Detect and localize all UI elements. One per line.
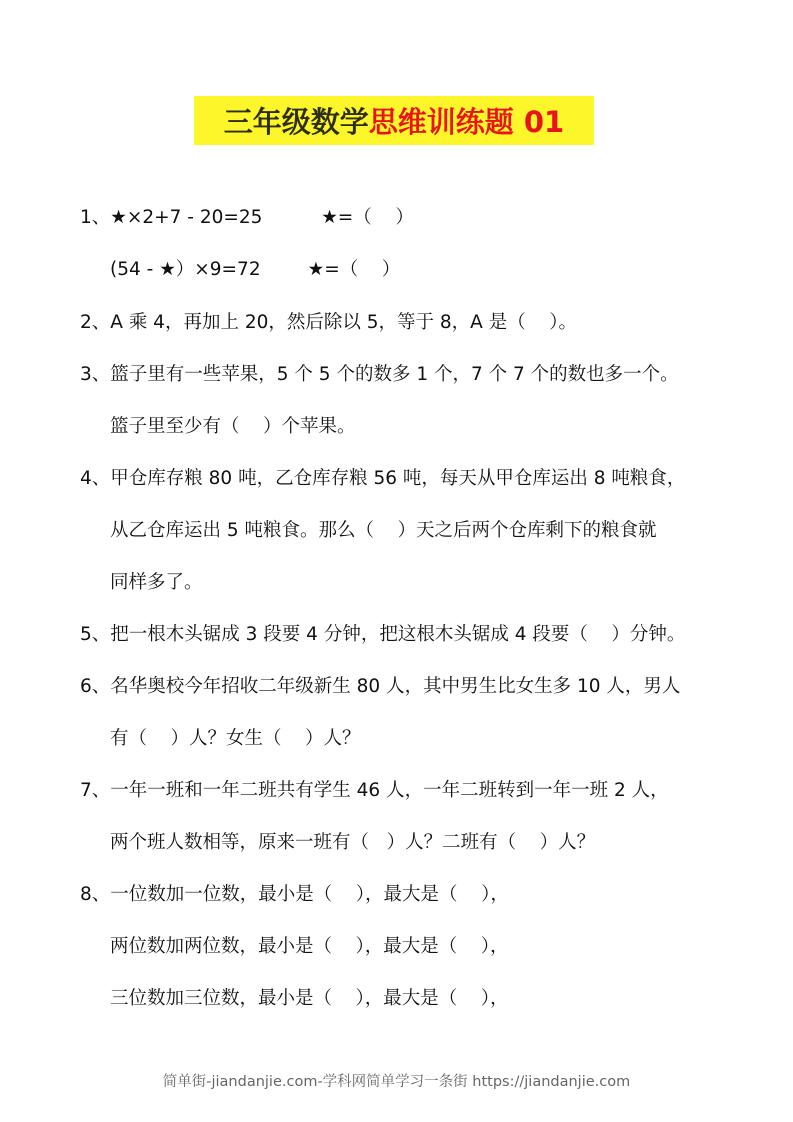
question-1-line-2: (54 - ★）×9=72 ★=（ ） — [110, 259, 401, 280]
question-6-line-1: 6、名华奥校今年招收二年级新生 80 人，其中男生比女生多 10 人，男人 — [80, 676, 681, 697]
question-7-line-1: 7、一年一班和一年二班共有学生 46 人，一年二班转到一年一班 2 人， — [80, 780, 669, 801]
question-8-line-2: 两位数加两位数，最小是（ ），最大是（ ）， — [110, 936, 509, 957]
question-1-line-1: 1、★×2+7 - 20=25 ★=（ ） — [80, 207, 414, 228]
question-7-line-2: 两个班人数相等，原来一班有（ ）人？二班有（ ）人？ — [110, 832, 596, 853]
title-part-2: 思维训练题 01 — [368, 105, 565, 139]
question-4-line-3: 同样多了。 — [110, 572, 203, 593]
question-4-line-2: 从乙仓库运出 5 吨粮食。那么（ ）天之后两个仓库剩下的粮食就 — [110, 520, 657, 541]
title-part-1: 三年级数学 — [223, 105, 369, 139]
footer-watermark: 简单街-jiandanjie.com-学科网简单学习一条街 https://jiandanjie.com — [162, 1074, 631, 1090]
question-4-line-1: 4、甲仓库存粮 80 吨，乙仓库存粮 56 吨，每天从甲仓库运出 8 吨粮食， — [80, 468, 686, 489]
question-8-line-1: 8、一位数加一位数，最小是（ ），最大是（ ）， — [80, 884, 509, 905]
question-5-line-1: 5、把一根木头锯成 3 段要 4 分钟，把这根木头锯成 4 段要（ ）分钟。 — [80, 624, 686, 645]
question-6-line-2: 有（ ）人？女生（ ）人？ — [110, 728, 361, 749]
question-2-line-1: 2、A 乘 4，再加上 20，然后除以 5，等于 8，A 是（ ）。 — [80, 312, 577, 333]
question-3-line-2: 篮子里至少有（ ）个苹果。 — [110, 416, 356, 437]
question-3-line-1: 3、篮子里有一些苹果，5 个 5 个的数多 1 个，7 个 7 个的数也多一个。 — [80, 364, 679, 385]
page-title — [194, 96, 594, 145]
question-8-line-3: 三位数加三位数，最小是（ ），最大是（ ）， — [110, 988, 509, 1009]
